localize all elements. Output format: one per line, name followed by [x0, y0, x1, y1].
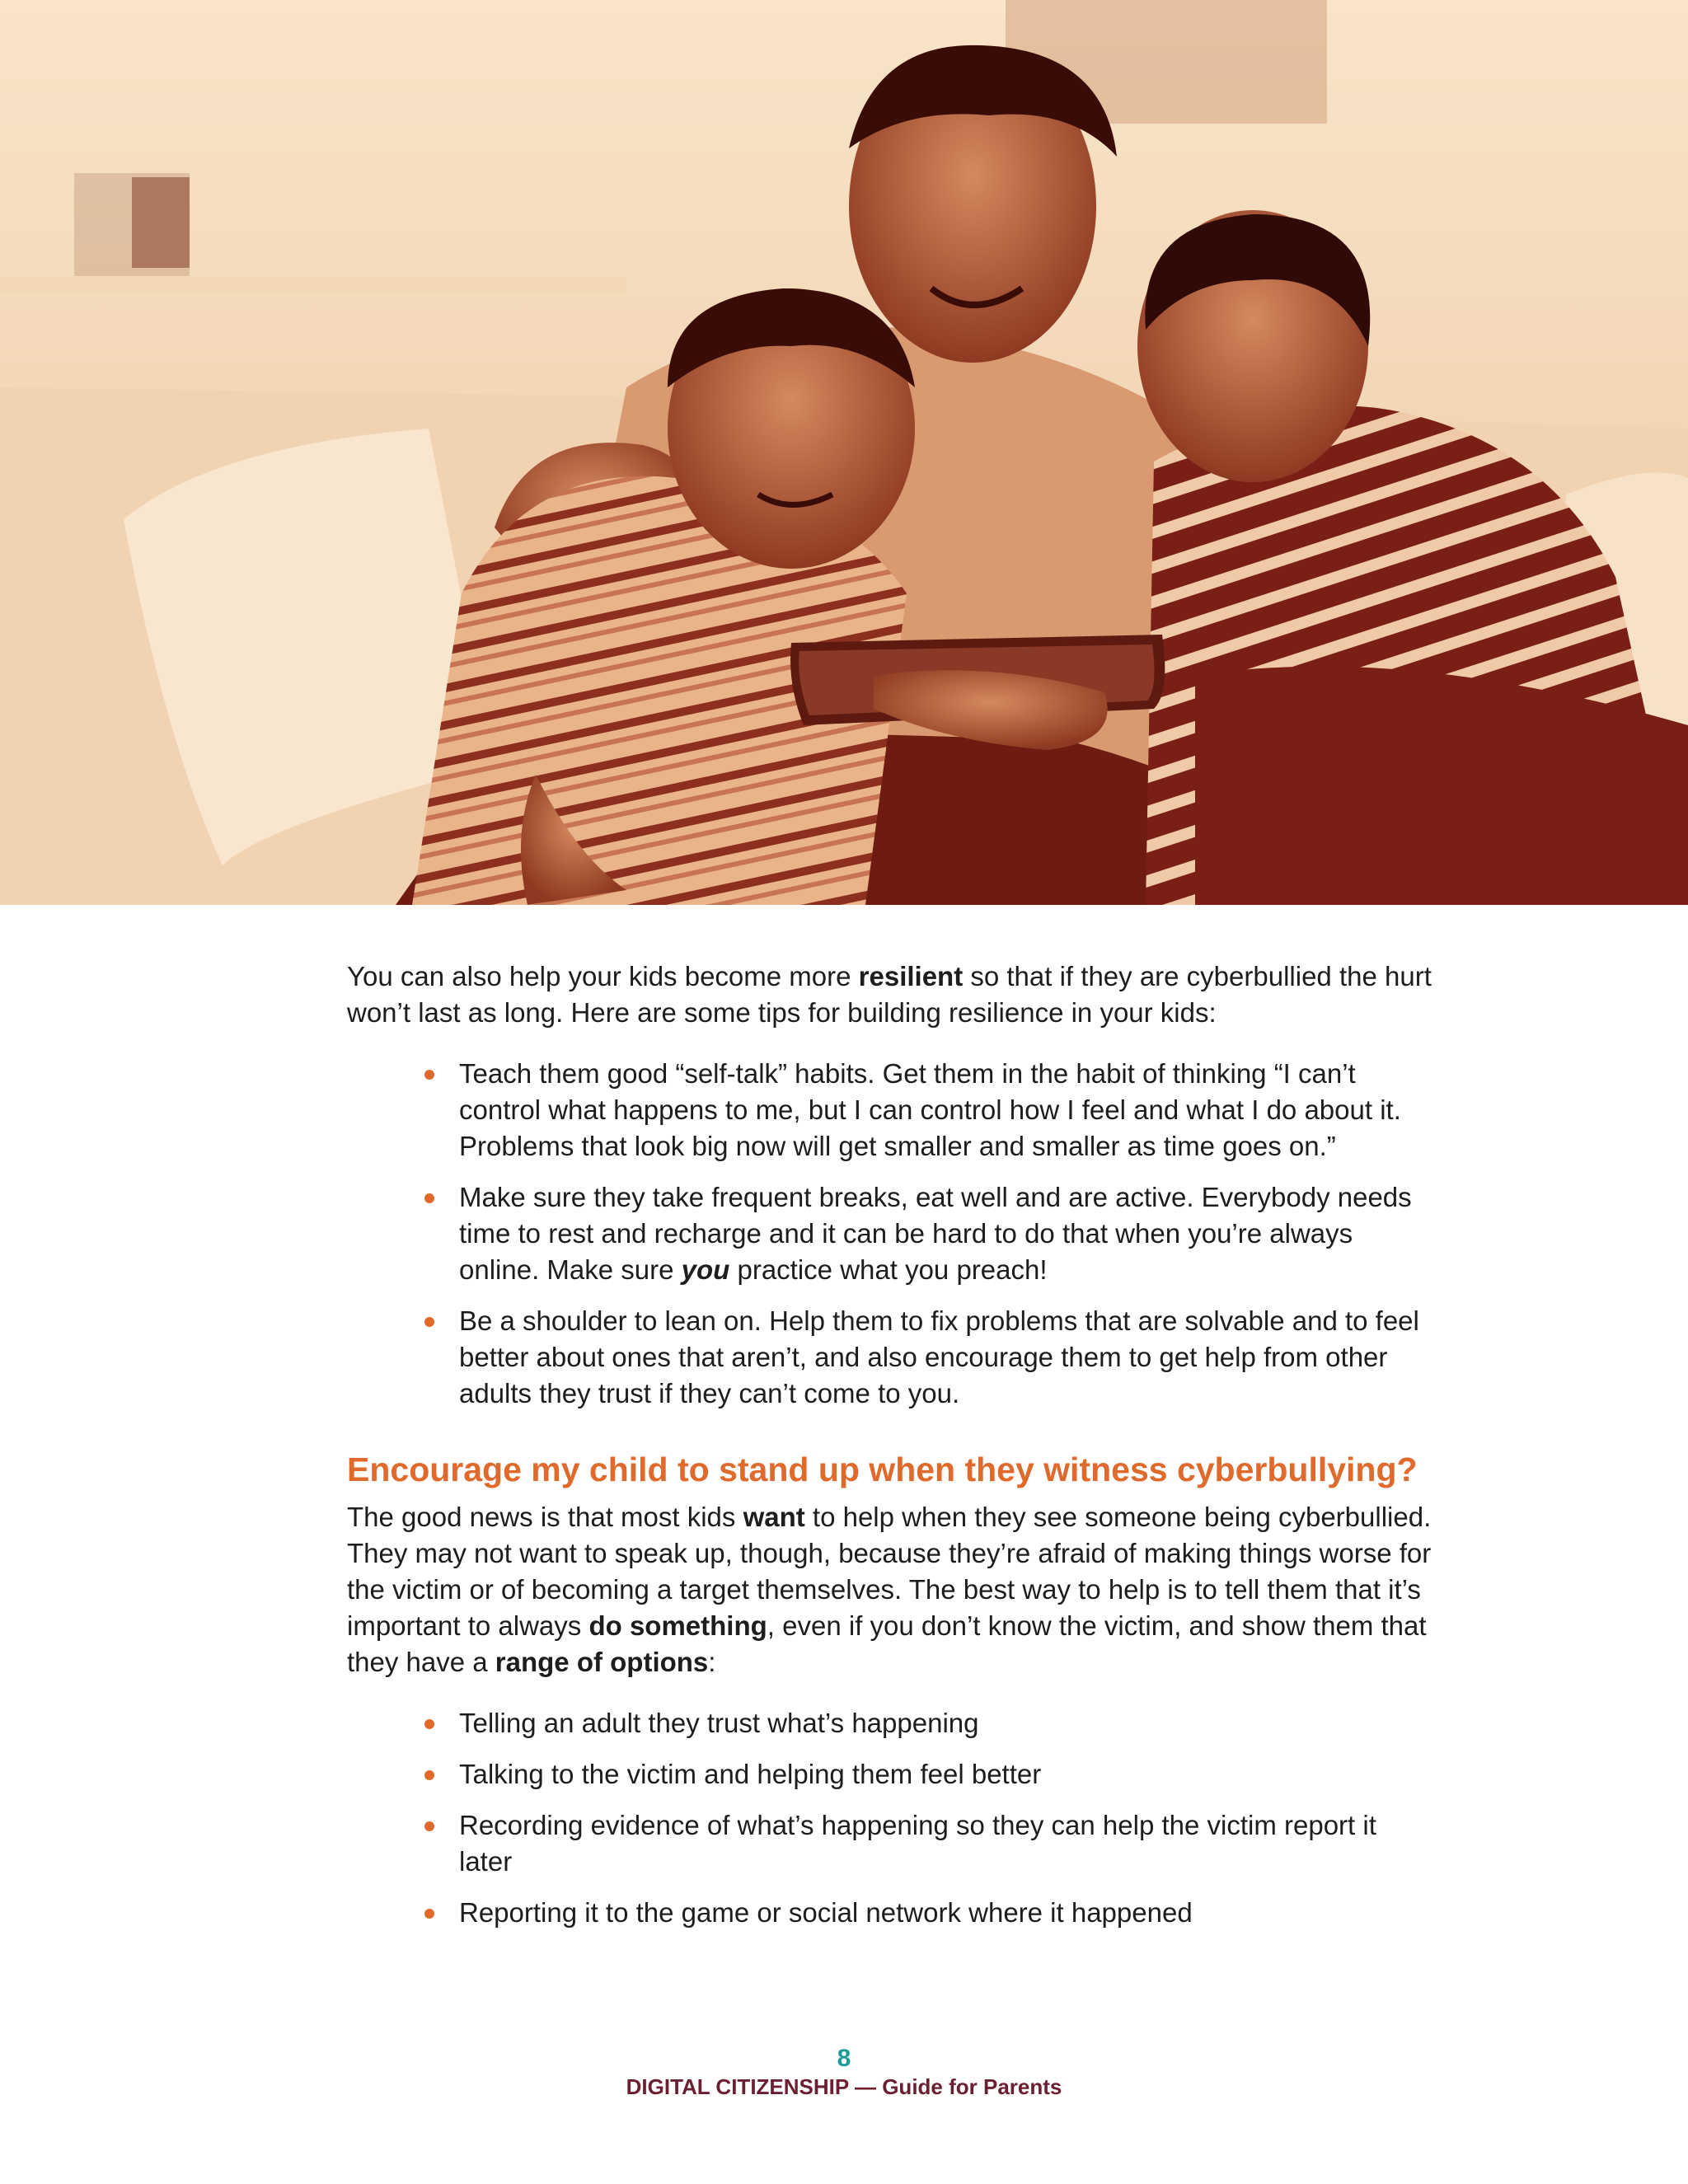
- list-item: Be a shoulder to lean on. Help them to fix problems that are solvable and to feel better about ones that aren’t, and also encourage them to get help from other adults they trust if they can’t come to you.: [347, 1303, 1435, 1412]
- page-footer: [0, 2045, 1688, 2101]
- options-list: [347, 1705, 1435, 1931]
- list-item: Talking to the victim and helping them feel better: [347, 1756, 1435, 1793]
- list-item: Teach them good “self-talk” habits. Get them in the habit of thinking “I can’t control what happens to me, but I can control how I feel and what I do about it. Problems that look big now will get smaller and smaller as time goes on.”: [347, 1056, 1435, 1165]
- list-item: Telling an adult they trust what’s happening: [347, 1705, 1435, 1741]
- list-item: Recording evidence of what’s happening so they can help the victim report it later: [347, 1807, 1435, 1880]
- footer-title: DIGITAL CITIZENSHIP — Guide for Parents: [626, 2074, 1062, 2099]
- family-photo-icon: [0, 0, 1688, 905]
- page-number: 8: [837, 2045, 851, 2072]
- page-content: [347, 958, 1435, 1946]
- hero-photo: [0, 0, 1688, 905]
- intro-paragraph: You can also help your kids become more resilient so that if they are cyberbullied the hurt won’t last as long. Here are some tips for building resilience in your kids:: [347, 961, 1432, 1028]
- list-item: Reporting it to the game or social network where it happened: [347, 1895, 1435, 1931]
- resilience-tips-list: [347, 1056, 1435, 1412]
- list-item: Make sure they take frequent breaks, eat well and are active. Everybody needs time to rest and recharge and it can be hard to do that when you’re always online. Make sure you practice what you preach!: [347, 1179, 1435, 1288]
- section-paragraph: The good news is that most kids want to help when they see someone being cyberbullied. They may not want to speak up, though, because they’re afraid of making things worse for the victim or of becoming a target themselves. The best way to help is to tell them that it’s important to always do something, even if you don’t know the victim, and show them that they have a range of options:: [347, 1502, 1432, 1677]
- section-heading: Encourage my child to stand up when they witness cyberbullying?: [347, 1451, 1418, 1488]
